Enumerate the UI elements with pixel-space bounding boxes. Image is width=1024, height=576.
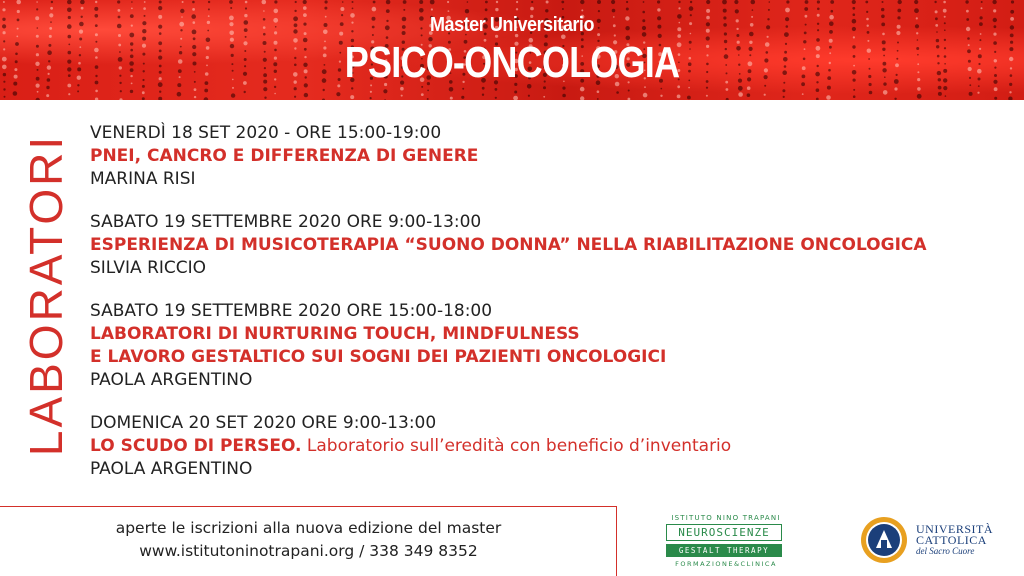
event-title-description: Laboratorio sull’eredità con beneficio d’inventario — [301, 436, 732, 456]
event-date: DOMENICA 20 SET 2020 ORE 9:00-13:00 — [90, 413, 437, 433]
event-date: SABATO 19 SETTEMBRE 2020 ORE 9:00-13:00 — [90, 212, 482, 232]
event-item — [90, 300, 1010, 392]
event-date: SABATO 19 SETTEMBRE 2020 ORE 15:00-18:00 — [90, 301, 493, 321]
header-subtitle: Master Universitario — [429, 14, 595, 36]
event-title-bold: LO SCUDO DI PERSEO. — [90, 436, 302, 456]
event-speaker: SILVIA RICCIO — [90, 258, 207, 278]
event-title-continued: E LAVORO GESTALTICO SUI SOGNI DEI PAZIENTI ONCOLOGICI — [90, 347, 667, 367]
event-item — [90, 211, 1010, 280]
logo-gestalt-bar: GESTALT THERAPY — [666, 544, 782, 557]
university-seal-icon — [860, 516, 908, 564]
event-item — [90, 412, 1010, 481]
header-title: PSICO-ONCOLOGIA — [344, 38, 680, 87]
ucsc-line-1: UNIVERSITÀ — [916, 522, 993, 536]
event-speaker: PAOLA ARGENTINO — [90, 459, 253, 479]
logo-tagline: FORMAZIONE&CLINICA — [675, 560, 777, 568]
event-title — [90, 435, 1010, 458]
ucsc-line-2: CATTOLICA — [916, 533, 987, 547]
enrollment-notice: aperte le iscrizioni alla nuova edizione del master — [115, 519, 502, 537]
event-date: VENERDÌ 18 SET 2020 - ORE 15:00-19:00 — [90, 123, 442, 143]
logo-neuroscienze: NEUROSCIENZE — [666, 524, 782, 541]
section-label: LABORATORI — [20, 133, 72, 457]
event-speaker: PAOLA ARGENTINO — [90, 370, 253, 390]
logo-institute-name: ISTITUTO NINO TRAPANI — [671, 514, 781, 522]
event-item — [90, 122, 1010, 191]
event-title: PNEI, CANCRO E DIFFERENZA DI GENERE — [90, 146, 479, 166]
istituto-nino-trapani-logo — [666, 514, 786, 570]
contact-info: www.istitutoninotrapani.org / 338 349 8352 — [139, 542, 478, 560]
event-title: ESPERIENZA DI MUSICOTERAPIA “SUONO DONNA” NELLA RIABILITAZIONE ONCOLOGICA — [90, 235, 927, 255]
event-list — [90, 122, 1010, 501]
event-title: LABORATORI DI NURTURING TOUCH, MINDFULNESS — [90, 324, 580, 344]
ucsc-line-3: del Sacro Cuore — [916, 546, 975, 556]
footer-info-box — [0, 506, 617, 576]
event-speaker: MARINA RISI — [90, 169, 196, 189]
university-logo-text — [916, 524, 1016, 557]
header-banner — [0, 0, 1024, 100]
